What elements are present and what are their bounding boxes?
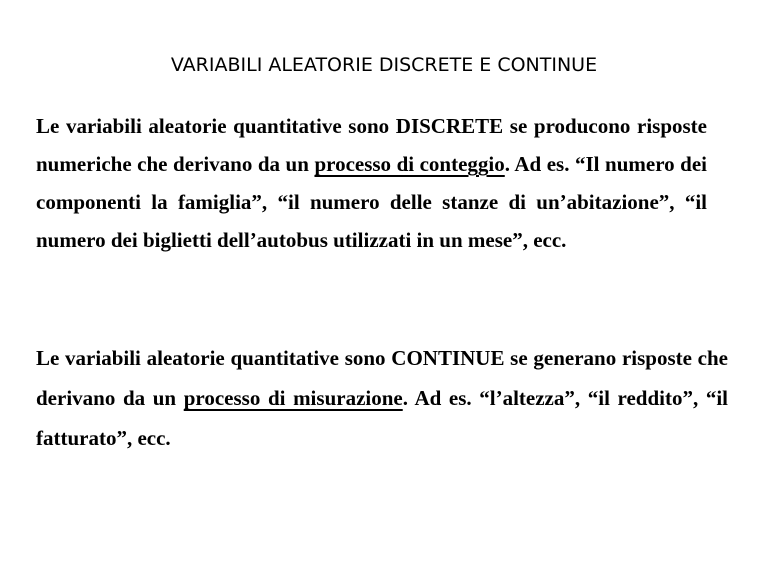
paragraph-continuous-text-end: . Ad es. “l’altezza”, “il reddito”, “il fatturato”, ecc. [36, 386, 728, 450]
slide-title: VARIABILI ALEATORIE DISCRETE E CONTINUE [170, 54, 598, 76]
paragraph-discrete [36, 107, 707, 259]
paragraph-discrete-text-end: . Ad es. “Il numero dei componenti la famiglia”, “il numero delle stanze di un’abitazione”, “il numero dei biglietti dell’autobus utilizzati in un mese”, ecc. [36, 152, 707, 252]
paragraph-continuous [36, 338, 728, 458]
paragraph-continuous-underlined-term: processo di misurazione [183, 386, 403, 410]
paragraph-discrete-text-start: Le variabili aleatorie quantitative sono DISCRETE se producono risposte numeriche che derivano da un [36, 114, 707, 176]
paragraph-continuous-text-start: Le variabili aleatorie quantitative sono CONTINUE se generano risposte che derivano da un [36, 346, 728, 410]
paragraph-discrete-underlined-term: processo di conteggio [314, 152, 505, 176]
